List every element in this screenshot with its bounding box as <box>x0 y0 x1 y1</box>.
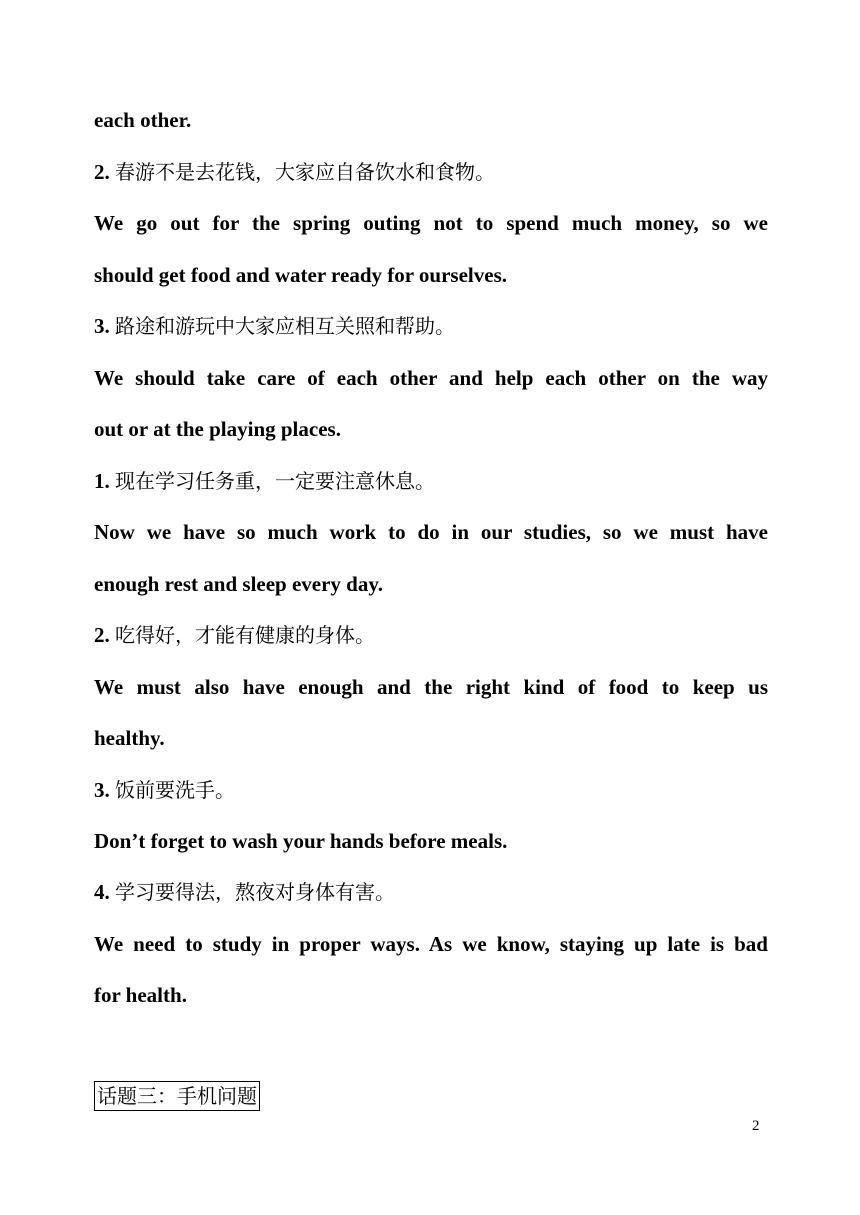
paragraph-line: We need to study in proper ways. As we know, staying up late is bad <box>94 932 768 956</box>
chinese-sentence: 吃得好，才能有健康的身体。 <box>115 623 375 647</box>
paragraph-line: should get food and water ready for ourselves. <box>94 263 508 287</box>
paragraph-line: We go out for the spring outing not to spend much money, so we <box>94 211 768 235</box>
paragraph-line: Don’t forget to wash your hands before meals. <box>94 829 508 853</box>
chinese-sentence: 现在学习任务重，一定要注意休息。 <box>115 469 435 493</box>
item-number: 3. <box>94 778 110 802</box>
paragraph-line: We should take care of each other and help each other on the way <box>94 366 768 390</box>
chinese-sentence: 春游不是去花钱，大家应自备饮水和食物。 <box>115 160 495 184</box>
chinese-sentence: 学习要得法，熬夜对身体有害。 <box>115 880 395 904</box>
paragraph-line: enough rest and sleep every day. <box>94 572 383 596</box>
page-number: 2 <box>752 1118 760 1134</box>
paragraph-line: for health. <box>94 983 187 1007</box>
topic-heading: 话题三：手机问题 <box>94 1081 260 1111</box>
numbered-chinese-line <box>94 312 768 340</box>
numbered-chinese-line <box>94 621 768 649</box>
item-number: 3. <box>94 314 110 338</box>
paragraph-line: healthy. <box>94 726 165 750</box>
numbered-chinese-line <box>94 776 768 804</box>
paragraph-line: We must also have enough and the right kind of food to keep us <box>94 675 768 699</box>
numbered-chinese-line <box>94 158 768 186</box>
item-number: 2. <box>94 623 110 647</box>
chinese-sentence: 饭前要洗手。 <box>115 778 235 802</box>
item-number: 1. <box>94 469 110 493</box>
paragraph-line: out or at the playing places. <box>94 417 341 441</box>
paragraph-line: each other. <box>94 108 192 132</box>
numbered-chinese-line <box>94 467 768 495</box>
chinese-sentence: 路途和游玩中大家应相互关照和帮助。 <box>115 314 455 338</box>
numbered-chinese-line <box>94 878 768 906</box>
paragraph-line: Now we have so much work to do in our studies, so we must have <box>94 520 768 544</box>
item-number: 4. <box>94 880 110 904</box>
item-number: 2. <box>94 160 110 184</box>
